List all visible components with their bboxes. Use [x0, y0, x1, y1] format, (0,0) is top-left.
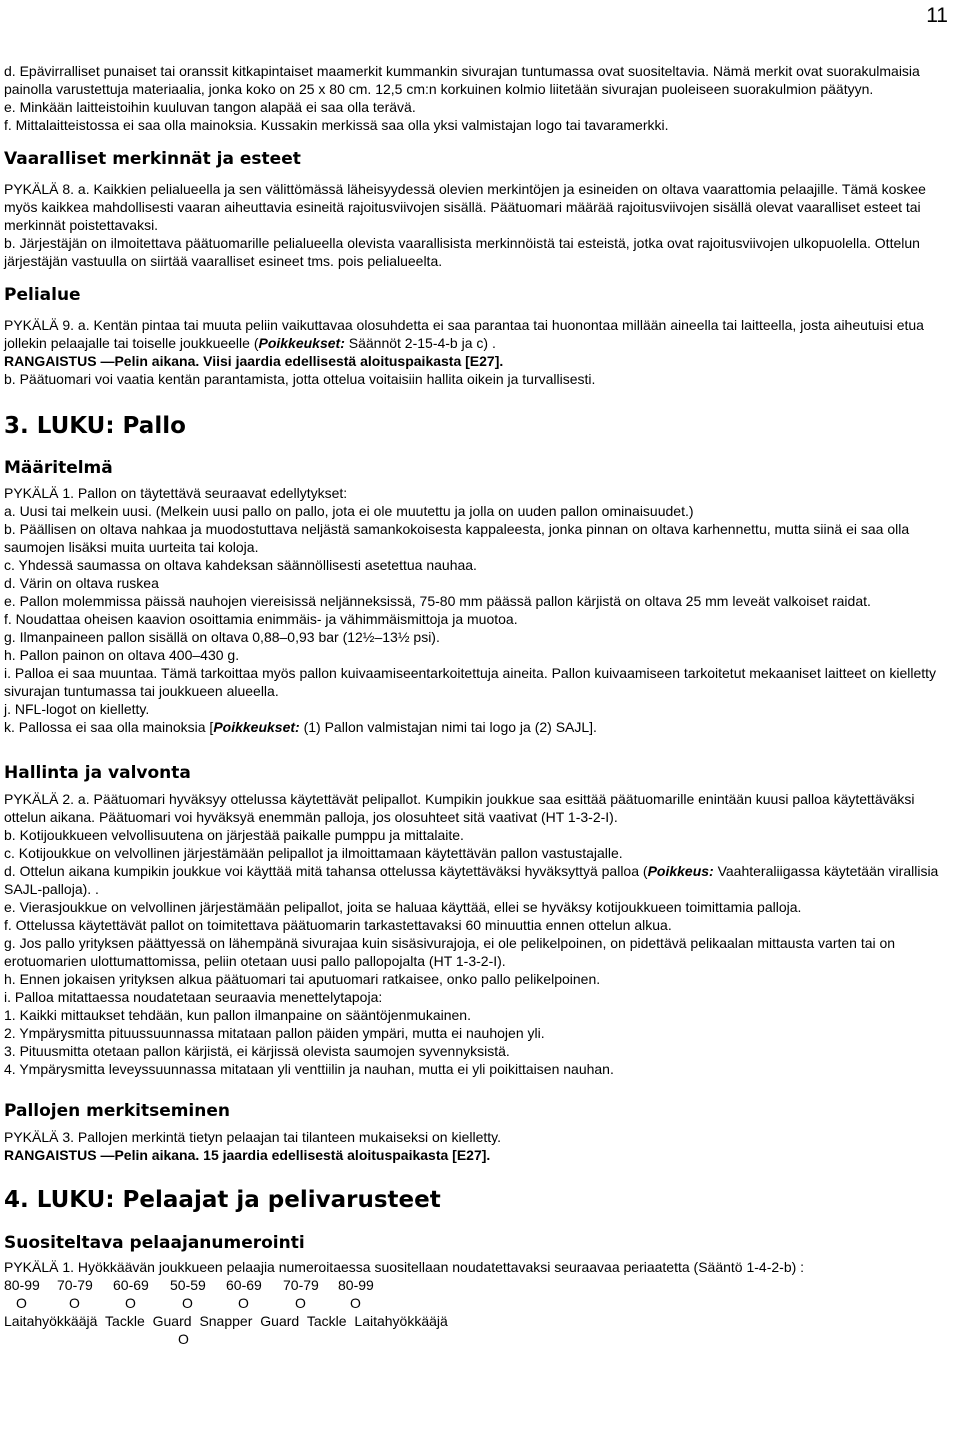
- formation-marker-row: [4, 1294, 954, 1312]
- field-paragraph-a: [4, 316, 954, 352]
- number-range: 60-69: [226, 1277, 262, 1293]
- position-label: Laitahyökkääjä: [4, 1313, 98, 1329]
- paragraph-d: d. Epävirralliset punaiset tai oranssit kitkapintaiset maamerkit kummankin sivurajan tuntumassa ovat suositeltavia. Nämä merkit ovat suorakulmaisia painolla varustettuja materiaalia, jonka koko on 25 x 80 cm. 12,5 cm:n korkuinen kolmio liitetään sivurajan puoleiseen suorakulmion päätyyn.: [4, 63, 920, 97]
- player-marker: O: [295, 1295, 306, 1311]
- ball-k-exception-label: Poikkeukset:: [213, 719, 300, 735]
- position-label: Tackle: [105, 1313, 145, 1329]
- section-heading-hazards: Vaaralliset merkinnät ja esteet: [4, 149, 301, 169]
- ball-line-k: [4, 718, 954, 736]
- chapter-heading-3: 3. LUKU: Pallo: [4, 413, 186, 439]
- control-line: g. Jos pallo yrityksen päättyessä on lähempänä sivurajaa kuin sisäsivurajoja, ei ole pelikelpoinen, on pidettävä pelikaalan mittausta varten tai on erotuomarien ulottumattomissa, peliin otetaan uusi pallo pallopojalta (HT 1-3-2-I).: [4, 935, 896, 969]
- ball-k-text: k. Pallossa ei saa olla mainoksia [: [4, 719, 214, 735]
- number-range: 50-59: [170, 1277, 206, 1293]
- player-marker: O: [238, 1295, 249, 1311]
- control-line-d: [4, 862, 954, 898]
- ball-k-text-end: (1) Pallon valmistajan nimi tai logo ja (2) SAJL].: [299, 719, 597, 735]
- field-a-text: PYKÄLÄ 9. a. Kentän pintaa tai muuta peliin vaikuttavaa olosuhdetta ei saa parantaa tai huonontaa millään aineella tai laitteella, josta aiheutuisi etua jollekin pelaajalle tai toiselle joukkueelle (: [4, 317, 924, 351]
- paragraph-f: f. Mittalaitteistossa ei saa olla mainoksia. Kussakin merkissä saa olla yksi valmistajan logo tai tavaramerkki.: [4, 117, 669, 133]
- marking-penalty: RANGAISTUS —Pelin aikana. 15 jaardia edellisestä aloituspaikasta [E27].: [4, 1147, 491, 1163]
- number-range: 70-79: [57, 1277, 93, 1293]
- ball-line: e. Pallon molemmissa päissä nauhojen viereisissä neljänneksissä, 75-80 mm päässä pallon kärjistä on oltava 25 mm leveät valkoiset raidat.: [4, 593, 871, 609]
- position-label: Snapper: [199, 1313, 253, 1329]
- ball-line: j. NFL-logot on kielletty.: [4, 701, 150, 717]
- position-row: [4, 1312, 954, 1330]
- control-d-text: d. Ottelun aikana kumpikin joukkue voi käyttää mitä tahansa ottelussa käytettäväksi hyväksyttyä palloa (: [4, 863, 648, 879]
- position-label: Laitahyökkääjä: [354, 1313, 448, 1329]
- section-heading-control: Hallinta ja valvonta: [4, 763, 191, 783]
- player-marker: O: [182, 1295, 193, 1311]
- position-label: Guard: [152, 1313, 192, 1329]
- section-heading-marking: Pallojen merkitseminen: [4, 1101, 230, 1121]
- control-line: h. Ennen jokaisen yrityksen alkua päätuomari tai aputuomari ratkaisee, onko pallo pelikelpoinen.: [4, 971, 601, 987]
- ball-line: h. Pallon painon on oltava 400–430 g.: [4, 647, 240, 663]
- section-heading-definition: Määritelmä: [4, 458, 113, 478]
- paragraph-e: e. Minkään laitteistoihin kuuluvan tangon alapää ei saa olla terävä.: [4, 99, 416, 115]
- ball-line: i. Palloa ei saa muuntaa. Tämä tarkoittaa myös pallon kuivaamiseentarkoitettuja aineita. Pallon kuivaamiseen tarkoitetut mekaaniset laitteet on kielletty sivurajan tuntumassa tai joukkueen alueella.: [4, 665, 937, 699]
- field-penalty: RANGAISTUS —Pelin aikana. Viisi jaardia edellisestä aloituspaikasta [E27].: [4, 353, 504, 369]
- control-line: i. Palloa mitattaessa noudatetaan seuraavia menettelytapoja:: [4, 989, 383, 1005]
- control-line: PYKÄLÄ 2. a. Päätuomari hyväksyy ottelussa käytettävät pelipallot. Kumpikin joukkue saa esittää päätuomarille enintään kuusi palloa käytettäväksi ottelun aikana. Päätuomari voi hyväksyä enemmän palloja, jos olosuhteet sitä vaativat (HT 1-3-2-I).: [4, 791, 915, 825]
- section-heading-field: Pelialue: [4, 285, 81, 305]
- control-d-text-end: Vaahteraliigassa käytetään virallisia SAJL-palloja). .: [4, 863, 939, 897]
- number-range: 80-99: [338, 1277, 374, 1293]
- number-range-row: [4, 1276, 954, 1294]
- ball-line: a. Uusi tai melkein uusi. (Melkein uusi pallo on pallo, jota ei ole muutettu ja jolla on uuden pallon ominaisuudet.): [4, 503, 694, 519]
- control-line: 4. Ympärysmitta leveyssuunnassa mitataan yli venttiilin ja nauhan, mutta ei yli poikittaisen nauhan.: [4, 1061, 614, 1077]
- ball-line: f. Noudattaa oheisen kaavion osoittamia enimmäis- ja vähimmäismittoja ja muotoa.: [4, 611, 518, 627]
- document-body: [4, 62, 954, 1348]
- chapter-heading-4: 4. LUKU: Pelaajat ja pelivarusteet: [4, 1187, 441, 1213]
- field-a-text-end: Säännöt 2-15-4-b ja c) .: [344, 335, 496, 351]
- control-d-exception-label: Poikkeus:: [647, 863, 714, 879]
- control-line: f. Ottelussa käytettävät pallot on toimitettava päätuomarin tarkastettavaksi 60 minuuttia ennen ottelun alkua.: [4, 917, 672, 933]
- ball-line: PYKÄLÄ 1. Pallon on täytettävä seuraavat edellytykset:: [4, 485, 348, 501]
- player-marker: O: [69, 1295, 80, 1311]
- marking-text: PYKÄLÄ 3. Pallojen merkintä tietyn pelaajan tai tilanteen mukaiseksi on kielletty.: [4, 1129, 502, 1145]
- ball-line: b. Päällisen on oltava nahkaa ja muodostuttava neljästä samankokoisesta kappaleesta, jonka pinnan on oltava karhennettu, mutta siinä ei saa olla saumojen lisäksi muita uurteita tai koloja.: [4, 521, 910, 555]
- number-range: 60-69: [113, 1277, 149, 1293]
- hazards-paragraph-b: b. Järjestäjän on ilmoitettava päätuomarille pelialueella olevista vaarallisista merkinnöistä tai esteistä, jotka ovat rajoitusviivojen ulkopuolella. Ottelun järjestäjän vastuulla on siirtää vaaralliset esineet tms. pois pelialueelta.: [4, 235, 920, 269]
- page-number: 11: [926, 4, 948, 27]
- player-marker: O: [125, 1295, 136, 1311]
- field-a-exception-label: Poikkeukset:: [258, 335, 345, 351]
- field-paragraph-b: b. Päätuomari voi vaatia kentän parantamista, jotta ottelua voitaisiin hallita oikein ja turvallisesti.: [4, 371, 596, 387]
- numbering-text: PYKÄLÄ 1. Hyökkäävän joukkueen pelaajia numeroitaessa suositellaan noudatettavaksi seuraavaa periaatetta (Sääntö 1-4-2-b) :: [4, 1259, 805, 1275]
- number-range: 70-79: [283, 1277, 319, 1293]
- player-marker: O: [16, 1295, 27, 1311]
- section-heading-numbering: Suositeltava pelaajanumerointi: [4, 1233, 305, 1253]
- position-label: Tackle: [306, 1313, 347, 1329]
- number-range: 80-99: [4, 1277, 40, 1293]
- player-marker: O: [350, 1295, 361, 1311]
- ball-line: c. Yhdessä saumassa on oltava kahdeksan säännöllisesti asetettua nauhaa.: [4, 557, 477, 573]
- ball-line: d. Värin on oltava ruskea: [4, 575, 159, 591]
- control-line: 3. Pituusmitta otetaan pallon kärjistä, ei kärjissä olevista saumojen syvennyksistä.: [4, 1043, 510, 1059]
- ball-line: g. Ilmanpaineen pallon sisällä on oltava 0,88–0,93 bar (12½–13½ psi).: [4, 629, 440, 645]
- hazards-paragraph-a: PYKÄLÄ 8. a. Kaikkien pelialueella ja sen välittömässä läheisyydessä olevien merkintöjen ja esineiden on oltava vaarattomia pelaajille. Tämä koskee myös kaikkea mahdollisesti vaaran aiheuttavia esineitä rajoitusviivojen sisällä. Päätuomari määrää rajoitusviivojen sisällä olevat vaaralliset esteet tai merkinnät poistettavaksi.: [4, 181, 926, 233]
- control-line: c. Kotijoukkue on velvollinen järjestämään pelipallot ja ilmoittamaan käytettävän pallon vastustajalle.: [4, 845, 623, 861]
- position-label: Guard: [260, 1313, 300, 1329]
- quarterback-marker: O: [178, 1331, 189, 1347]
- control-line: 1. Kaikki mittaukset tehdään, kun pallon ilmanpaine on sääntöjenmukainen.: [4, 1007, 471, 1023]
- control-line: b. Kotijoukkueen velvollisuutena on järjestää paikalle pumppu ja mittalaite.: [4, 827, 464, 843]
- control-line: e. Vierasjoukkue on velvollinen järjestämään pelipallot, joita se haluaa käyttää, ellei se hyväksy kotijoukkueen toimittamia palloja.: [4, 899, 802, 915]
- control-line: 2. Ympärysmitta pituussuunnassa mitataan pallon päiden ympäri, mutta ei nauhojen yli.: [4, 1025, 545, 1041]
